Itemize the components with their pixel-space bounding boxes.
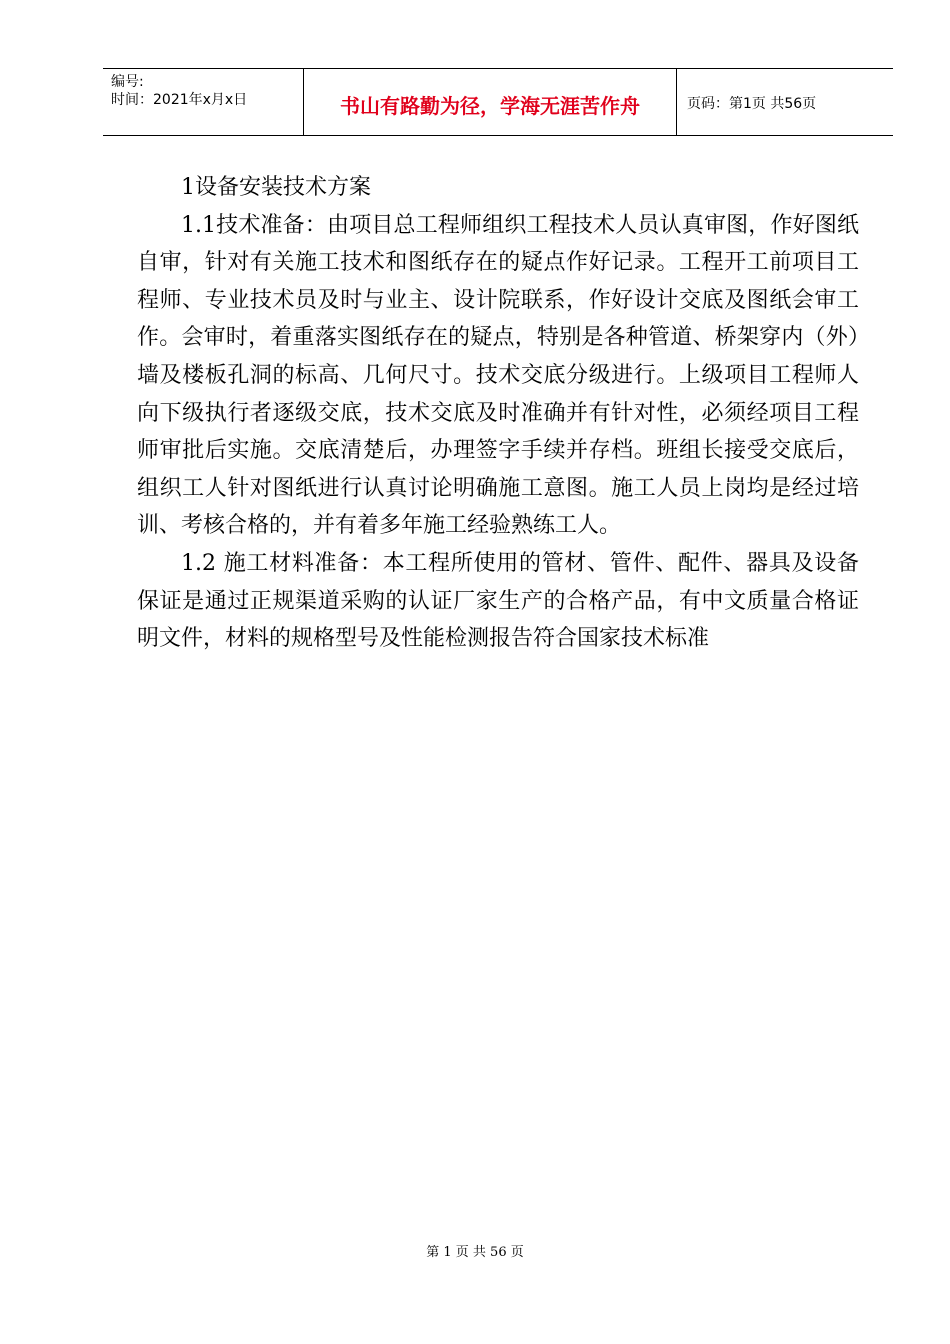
document-body: [137, 169, 859, 658]
section-heading: 1设备安装技术方案: [181, 175, 371, 200]
header-page-info: 页码：第1页 共56页: [687, 96, 817, 112]
document-number-label: 编号:: [111, 74, 144, 90]
page-footer: 第 1 页 共 56 页: [426, 1245, 524, 1260]
paragraph-technical-preparation: 1.1技术准备：由项目总工程师组织工程技术人员认真审图，作好图纸自审，针对有关施工技术和图纸存在的疑点作好记录。工程开工前项目工程师、专业技术员及时与业主、设计院联系，作好设计交底及图纸会审工作。会审时，着重落实图纸存在的疑点，特别是各种管道、桥架穿内（外）墙及楼板孔洞的标高、几何尺寸。技术交底分级进行。上级项目工程师人向下级执行者逐级交底，技术交底及时准确并有针对性，必须经项目工程师审批后实施。交底清楚后，办理签字手续并存档。班组长接受交底后，组织工人针对图纸进行认真讨论明确施工意图。施工人员上岗均是经过培训、考核合格的，并有着多年施工经验熟练工人。: [137, 212, 859, 539]
header-middle-cell: [303, 69, 677, 135]
header-motto: 书山有路勤为径，学海无涯苦作舟: [340, 94, 640, 118]
header-right-cell: [677, 69, 893, 135]
document-time-label: 时间：2021年x月x日: [111, 92, 248, 108]
document-header: [103, 68, 893, 136]
paragraph-material-preparation: 1.2 施工材料准备：本工程所使用的管材、管件、配件、器具及设备保证是通过正规渠道采购的认证厂家生产的合格产品，有中文质量合格证明文件，材料的规格型号及性能检测报告符合国家技术标准: [137, 550, 859, 652]
header-left-cell: [103, 69, 303, 135]
